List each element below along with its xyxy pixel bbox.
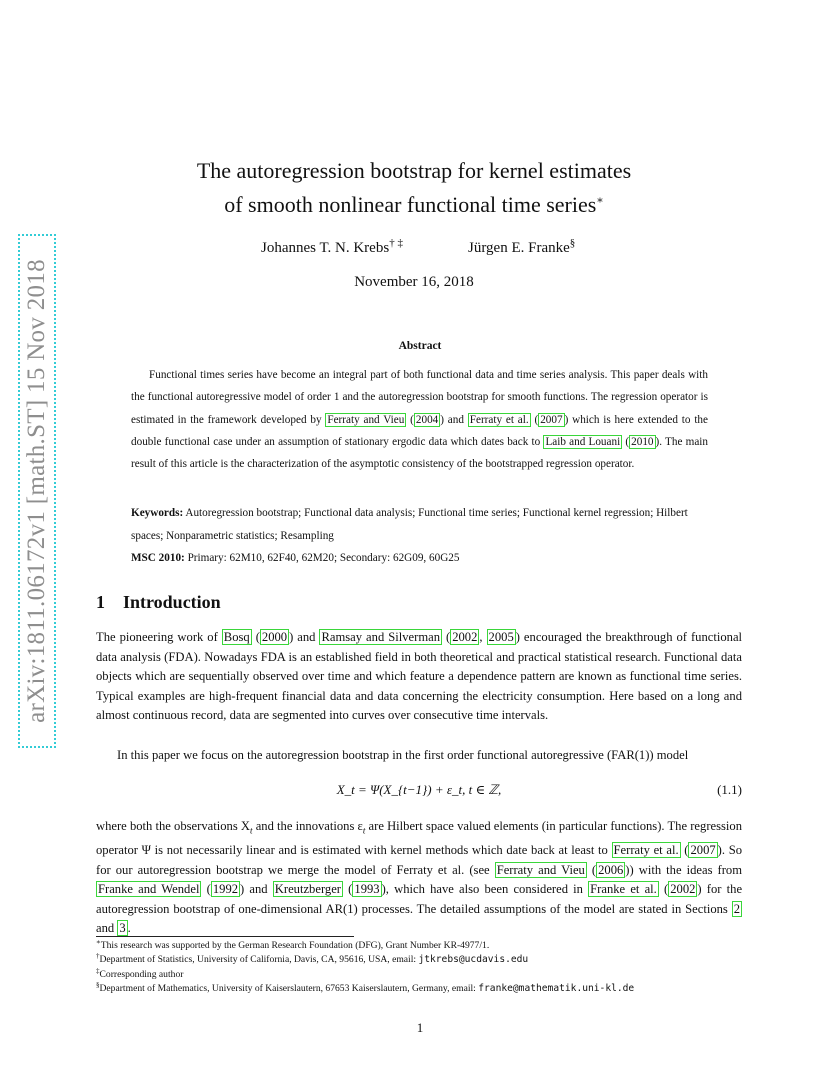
- citation-year[interactable]: 2004: [415, 413, 439, 426]
- msc-text: Primary: 62M10, 62F40, 62M20; Secondary: 62G09, 60G25: [184, 552, 460, 564]
- citation-year[interactable]: 2002: [670, 882, 696, 897]
- abstract-heading: Abstract: [398, 340, 442, 352]
- section-ref-3[interactable]: 3: [119, 921, 126, 936]
- citation-year[interactable]: 2000: [261, 630, 288, 644]
- citation-year[interactable]: 2002: [452, 630, 478, 644]
- section-heading: [96, 592, 221, 613]
- citation-ferraty-et-al[interactable]: Ferraty et al.: [469, 413, 529, 426]
- citation-ferraty-vieu[interactable]: Ferraty and Vieu: [496, 862, 585, 877]
- citation-franke-wendel[interactable]: Franke and Wendel: [98, 882, 200, 897]
- equation-1-1: [96, 782, 742, 798]
- intro-paragraph-3: where both the observations $X_t$ and the innovations $\varepsilon_t$ are Hilbert space valued elements (in particular functions). The regression operator Ψ is not necessarily linear and is estimated with kernel methods which date back at least to Ferraty et al. ( 2007 ). So for our autoregression bootstrap we merge the model of Ferraty et al. (see Ferraty and Vieu ( 2006 )) with the ideas from Franke and Wendel ( 1992 ) and Kreutzberger ( 1993 ), which have also been considered in Franke et al. ( 2002 ) for the autoregression bootstrap of one-dimensional AR(1) processes. The detailed assumptions of the model are stated in Sections 2 and 3 .: [96, 819, 743, 936]
- footnote-4: §Department of Mathematics, University of Kaiserslautern, 67653 Kaiserslautern, Germany, email: franke@mathematik.uni-kl.de: [96, 981, 635, 995]
- paper-date: November 16, 2018: [354, 274, 474, 290]
- citation-year[interactable]: 2006: [598, 862, 624, 877]
- citation-ferraty-et-al[interactable]: Ferraty et al.: [613, 843, 679, 858]
- footnote-3: ‡Corresponding author: [96, 966, 184, 980]
- arxiv-id: arXiv:1811.06172v1 [math.ST] 15 Nov 2018: [23, 259, 50, 723]
- citation-laib-louani[interactable]: Laib and Louani: [545, 435, 621, 448]
- title-line-1: The autoregression bootstrap for kernel estimates: [196, 158, 632, 183]
- citation-kreutzberger[interactable]: Kreutzberger: [274, 882, 341, 897]
- intro-paragraph-1: The pioneering work of Bosq ( 2000 ) and Ramsay and Silverman ( 2002 , 2005 ) encouraged the breakthrough of functional data analysis (FDA). Nowadays FDA is an established field in both theoretical and practical statistical research. Functional data objects which are sequentially observed over time and which feature a dependence pattern are known as functional time series. Typical examples are high-frequent financial data and data concerning the electricity consumption. Here based on a long and almost continuous record, data are segmented into curves over consecutive time intervals.: [96, 630, 743, 723]
- email-franke[interactable]: franke@mathematik.uni-kl.de: [478, 983, 635, 995]
- equation-number: (1.1): [717, 782, 742, 797]
- section-number: 1: [96, 592, 105, 612]
- paper-title: [0, 154, 828, 222]
- keywords-label: Keywords:: [131, 507, 184, 519]
- abstract-body: Functional times series have become an integral part of both functional data and time series analysis. This paper deals with the functional autoregressive model of order 1 and the autoregression bootstrap for smooth functions. The regression operator is estimated in the framework developed by Ferraty and Vieu ( 2004 ) and Ferraty et al. ( 2007 ) which is here extended to the double functional case under an assumption of stationary ergodic data which dates back to Laib and Louani ( 2010 ). The main result of this article is the characterization of the asymptotic consistency of the bootstrapped regression operator.: [131, 369, 708, 471]
- citation-ramsay-silverman[interactable]: Ramsay and Silverman: [321, 630, 440, 644]
- citation-ferraty-vieu[interactable]: Ferraty and Vieu: [327, 413, 405, 426]
- section-ref-2[interactable]: 2: [733, 901, 740, 916]
- citation-year[interactable]: 1992: [212, 882, 239, 897]
- footnote-rule: [96, 936, 354, 937]
- citation-year[interactable]: 2005: [488, 630, 514, 644]
- keywords-block: [131, 502, 708, 570]
- section-title: Introduction: [123, 592, 221, 612]
- keywords-text: Autoregression bootstrap; Functional data analysis; Functional time series; Functional kernel regression; Hilbert spaces; Nonparametric statistics; Resampling: [131, 507, 688, 542]
- citation-bosq[interactable]: Bosq: [223, 630, 250, 644]
- citation-year[interactable]: 2010: [631, 435, 654, 448]
- author-krebs: Johannes T. N. Krebs† ‡: [261, 237, 403, 256]
- citation-year[interactable]: 1993: [354, 882, 380, 897]
- email-krebs[interactable]: jtkrebs@ucdavis.edu: [418, 954, 529, 966]
- footnote-1: ∗This research was supported by the German Research Foundation (DFG), Grant Number KR-4977/1.: [96, 937, 490, 951]
- page-number: 1: [416, 1020, 424, 1035]
- intro-paragraph-2: In this paper we focus on the autoregression bootstrap in the first order functional autoregressive (FAR(1)) model: [117, 748, 689, 762]
- equation-body: X_t = Ψ(X_{t−1}) + ε_t, t ∈ ℤ,: [336, 782, 502, 797]
- title-footnote-mark: ∗: [596, 194, 604, 207]
- footnote-2: †Department of Statistics, University of California, Davis, CA, 95616, USA, email: jtkrebs@ucdavis.edu: [96, 952, 529, 966]
- citation-year[interactable]: 2007: [690, 843, 716, 858]
- author-franke: Jürgen E. Franke§: [468, 237, 576, 256]
- msc-label: MSC 2010:: [131, 552, 185, 564]
- title-line-2: of smooth nonlinear functional time series: [224, 192, 597, 217]
- footnotes: [96, 939, 756, 997]
- arxiv-stamp[interactable]: [18, 234, 56, 748]
- citation-franke-et-al[interactable]: Franke et al.: [590, 882, 657, 897]
- citation-year[interactable]: 2007: [540, 413, 563, 426]
